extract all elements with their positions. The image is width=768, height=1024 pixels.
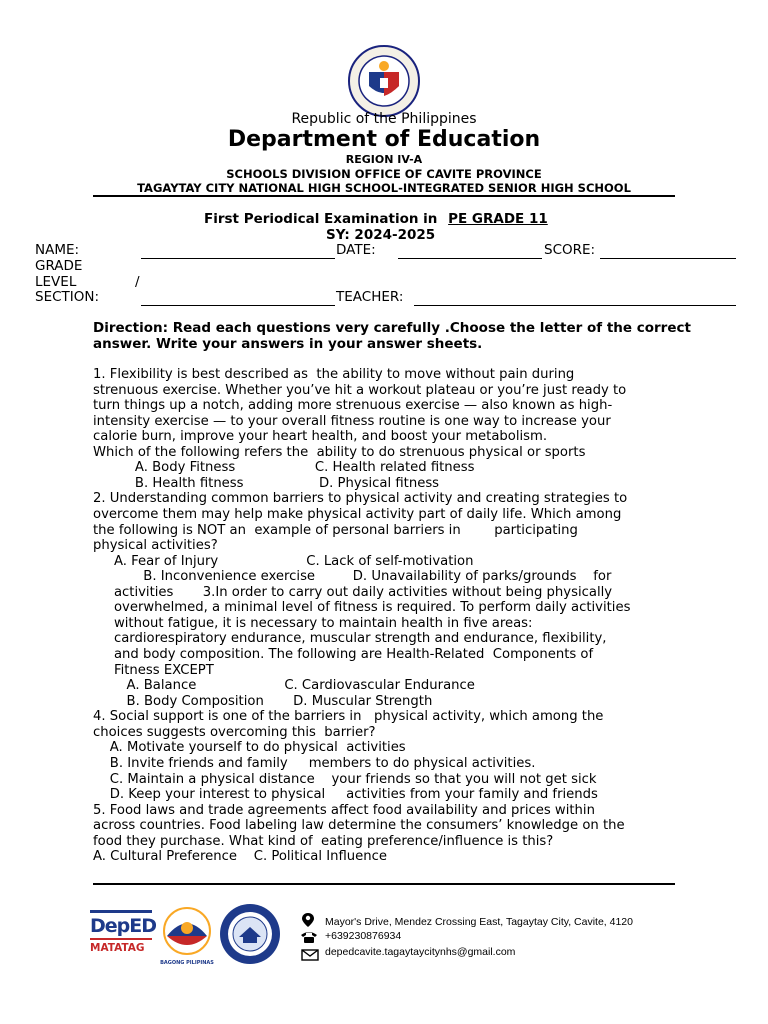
email-icon: [301, 946, 319, 965]
choice-line: B. Body Composition D. Muscular Strength: [93, 694, 433, 709]
question-line: intensity exercise — to your overall fitness routine is one way to increase your: [93, 414, 611, 429]
school-phone: +639230876934: [325, 930, 402, 942]
choice-line: A. Balance C. Cardiovascular Endurance: [93, 678, 475, 693]
choice-line: B. Invite friends and family members to do physical activities.: [93, 756, 536, 771]
grade-label: GRADE: [35, 258, 83, 274]
bagong-pilipinas-logo: [159, 906, 215, 968]
question-line: Fitness EXCEPT: [93, 663, 214, 678]
question-line: and body composition. The following are Health-Related Components of: [93, 647, 594, 662]
section-field[interactable]: [141, 305, 335, 306]
region-heading: REGION IV-A: [345, 153, 423, 166]
department-heading: Department of Education: [227, 127, 541, 152]
teacher-label: TEACHER:: [336, 289, 404, 305]
exam-title: [204, 211, 548, 227]
bagong-pilipinas-text: BAGONG PILIPINAS: [160, 960, 214, 966]
date-field[interactable]: [398, 258, 542, 259]
question-line: physical activities?: [93, 538, 218, 553]
name-field[interactable]: [141, 258, 335, 259]
question-line: choices suggests overcoming this barrier?: [93, 725, 376, 740]
score-label: SCORE:: [544, 242, 596, 258]
question-line: 1. Flexibility is best described as the ability to move without pain during: [93, 367, 575, 382]
question-line: turn things up a notch, adding more strenuous exercise — also known as high-: [93, 398, 613, 413]
question-line: across countries. Food labeling law determine the consumers’ knowledge on the: [93, 818, 625, 833]
question-line: cardiorespiratory endurance, muscular strength and endurance, flexibility,: [93, 631, 607, 646]
deped-matatag-logo: [90, 910, 157, 962]
question-line: Which of the following refers the ability to do strenuous physical or sports: [93, 445, 586, 460]
footer-divider: [93, 883, 675, 885]
level-label: LEVEL: [35, 274, 77, 290]
teacher-field[interactable]: [414, 305, 736, 306]
question-line: 5. Food laws and trade agreements affect food availability and prices within: [93, 803, 595, 818]
question-line: strenuous exercise. Whether you’ve hit a workout plateau or you’re just ready to: [93, 383, 627, 398]
division-heading: SCHOOLS DIVISION OFFICE OF CAVITE PROVINCE: [226, 167, 542, 181]
question-line: the following is NOT an example of personal barriers in participating: [93, 523, 578, 538]
school-heading: TAGAYTAY CITY NATIONAL HIGH SCHOOL-INTEGRATED SENIOR HIGH SCHOOL: [137, 181, 631, 195]
question-line: overcome them may help make physical activity part of daily life. Which among: [93, 507, 622, 522]
choice-line: A. Body Fitness C. Health related fitness: [93, 460, 475, 475]
question-line: calorie burn, improve your heart health, and boost your metabolism.: [93, 429, 548, 444]
date-label: DATE:: [336, 242, 376, 258]
deped-seal-logo: [347, 44, 421, 118]
choice-line: B. Health fitness D. Physical fitness: [93, 476, 440, 491]
choice-line: A. Motivate yourself to do physical activities: [93, 740, 406, 755]
question-line: 2. Understanding common barriers to physical activity and creating strategies to: [93, 491, 628, 506]
deped-wordmark: DepED: [90, 915, 157, 937]
question-line: 4. Social support is one of the barriers in physical activity, which among the: [93, 709, 604, 724]
school-address: Mayor's Drive, Mendez Crossing East, Tagaytay City, Cavite, 4120: [325, 916, 633, 928]
school-seal-logo: [219, 903, 281, 965]
choice-line: A. Fear of Injury C. Lack of self-motivation: [93, 554, 474, 569]
republic-heading: Republic of the Philippines: [291, 111, 477, 127]
question-line: without fatigue, it is necessary to maintain health in five areas:: [93, 616, 533, 631]
direction-text: Direction: Read each questions very carefully .Choose the letter of the correct answer. Write your answers in your answer sheets.: [93, 320, 691, 352]
choice-line: B. Inconvenience exercise D. Unavailability of parks/grounds for: [93, 569, 612, 584]
name-label: NAME:: [35, 242, 80, 258]
choice-line: A. Cultural Preference C. Political Influence: [93, 849, 387, 864]
grade-level-slash: /: [135, 274, 140, 290]
school-year: SY: 2024-2025: [326, 227, 436, 243]
exam-subject: PE GRADE 11: [448, 211, 548, 227]
exam-title-prefix: First Periodical Examination in: [204, 211, 438, 227]
score-field[interactable]: [600, 258, 736, 259]
choice-line: D. Keep your interest to physical activities from your family and friends: [93, 787, 598, 802]
school-email[interactable]: depedcavite.tagaytaycitynhs@gmail.com: [325, 946, 516, 958]
question-line: activities 3.In order to carry out daily activities without being physically: [93, 585, 613, 600]
header-divider: [93, 195, 675, 197]
section-label: SECTION:: [35, 289, 100, 305]
question-line: overwhelmed, a minimal level of fitness is required. To perform daily activities: [93, 600, 631, 615]
choice-line: C. Maintain a physical distance your friends so that you will not get sick: [93, 772, 597, 787]
matatag-wordmark: MATATAG: [90, 942, 145, 954]
question-line: food they purchase. What kind of eating preference/influence is this?: [93, 834, 554, 849]
